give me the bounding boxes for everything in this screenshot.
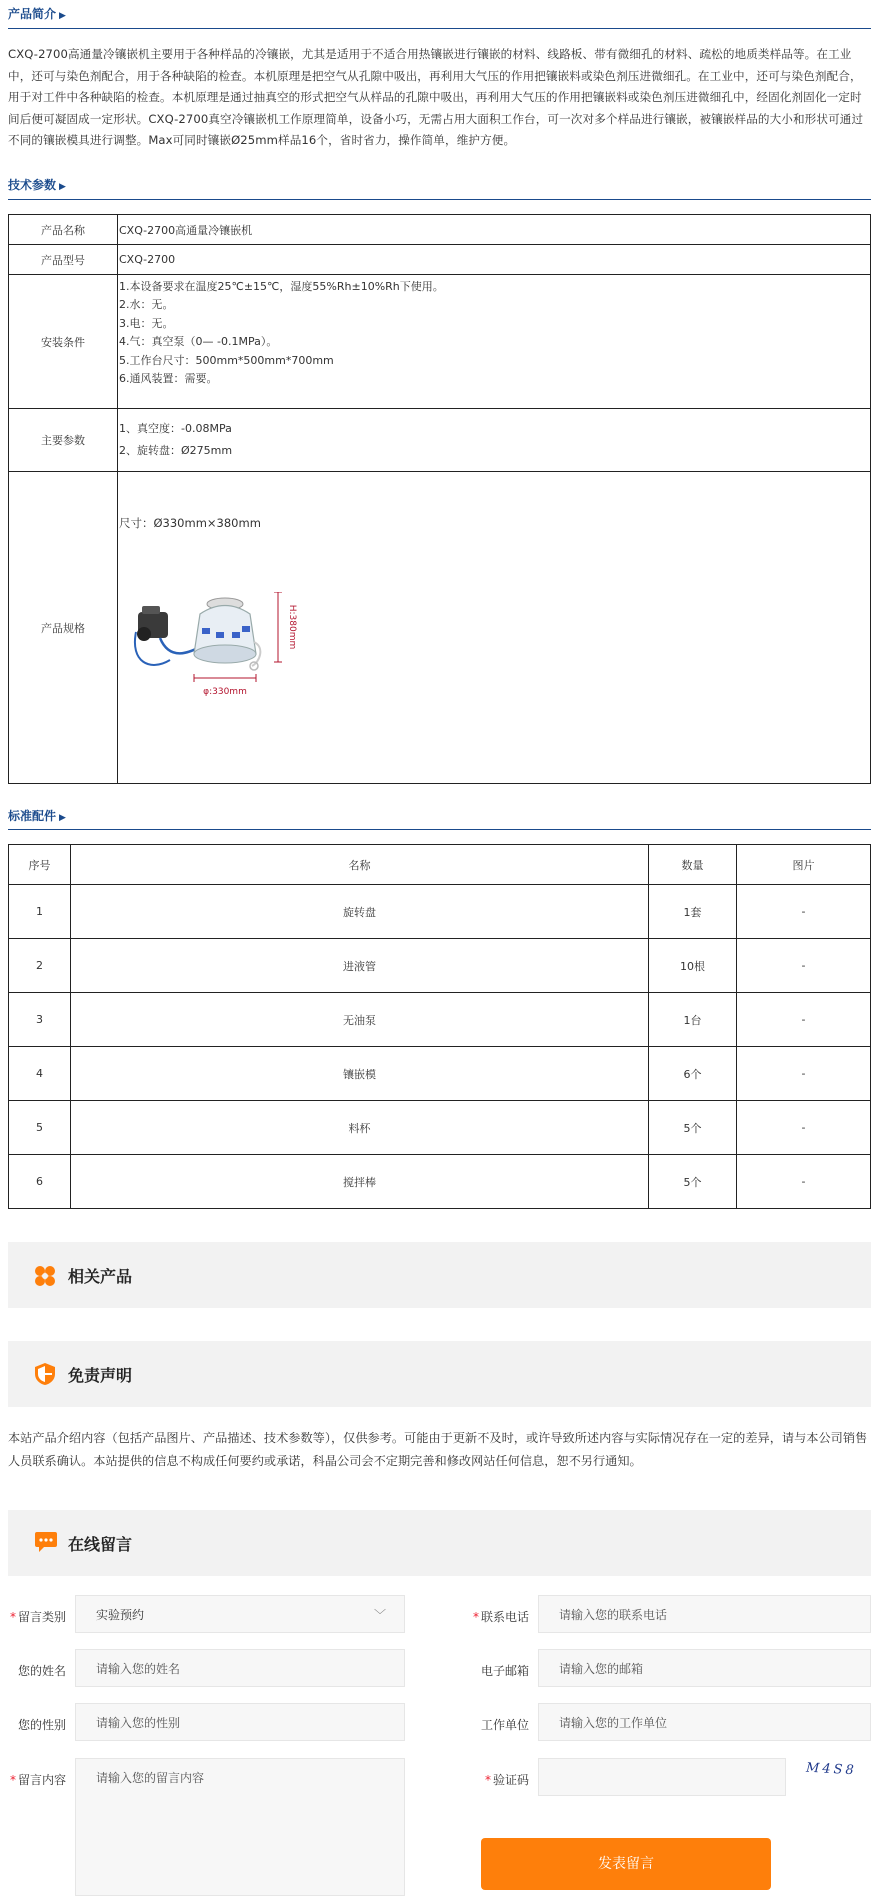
col-header: 序号 [9, 845, 71, 885]
cell-no: 3 [9, 993, 71, 1047]
cell-name: 镶嵌模 [71, 1047, 649, 1101]
name-label: 您的姓名 [17, 1664, 66, 1678]
col-header: 名称 [71, 845, 649, 885]
tech-section-title: 技术参数 ▶ [8, 178, 66, 192]
height-dimension-label: H:380mm [287, 604, 297, 650]
spec-value: CXQ-2700 [118, 245, 871, 275]
spec-row-size [9, 472, 871, 784]
chat-bubble-icon [34, 1531, 58, 1553]
email-input[interactable]: 请输入您的邮箱 [538, 1649, 871, 1687]
gender-input[interactable]: 请输入您的性别 [75, 1703, 405, 1741]
intro-text: CXQ-2700高通量冷镶嵌机主要用于各种样品的冷镶嵌，尤其是适用于不适合用热镶嵌进行镶嵌的材料、线路板、带有微细孔的材料、疏松的地质类样品等。在工业中，还可与染色剂配合，用于各种缺陷的检查。本机原理是把空气从孔隙中吸出，再利用大气压的作用把镶嵌料或染色剂压进微细孔。在工业中，还可与染色剂配合，用于对工件中各种缺陷的检查。本机原理是通过抽真空的形式把空气从样品的孔隙中吸出，再利用大气压的作用把镶嵌料或染色剂压进微细孔中，经固化剂固化一定时间后便可凝固成一定形状。CXQ-2700真空冷镶嵌机工作原理简单，设备小巧，无需占用大面积工作台，可一次对多个样品进行镶嵌，被镶嵌样品的大小和形状可通过不同的镶嵌模具进行调整。Max可同时镶嵌Ø25mm样品16个，省时省力，操作简单，维护方便。 [8, 47, 864, 147]
width-dimension-label: φ:330mm [203, 687, 247, 697]
cell-qty: 6个 [649, 1047, 737, 1101]
type-select[interactable]: 实验预约 ﹀ [75, 1595, 405, 1633]
disclaimer-text: 本站产品介绍内容（包括产品图片、产品描述、技术参数等），仅供参考。可能由于更新不及时，或许导致所述内容与实际情况存在一定的差异，请与本公司销售人员联系确认。本站提供的信息不构成任何要约或承诺，科晶公司会不定期完善和修改网站任何信息，恕不另行通知。 [8, 1431, 868, 1468]
captcha-image[interactable]: M4S8 [805, 1760, 858, 1779]
cell-pic: - [737, 939, 871, 993]
cell-pic: - [737, 1101, 871, 1155]
content-label: * 留言内容 [9, 1773, 66, 1787]
cell-no: 6 [9, 1155, 71, 1209]
col-header: 图片 [737, 845, 871, 885]
company-label: 工作单位 [480, 1718, 529, 1732]
cell-name: 旋转盘 [71, 885, 649, 939]
install-line: 4.气：真空泵（0— -0.1MPa）。 [119, 335, 278, 349]
cell-pic: - [737, 1047, 871, 1101]
cell-pic: - [737, 1155, 871, 1209]
table-row [9, 993, 871, 1047]
spec-table [8, 214, 871, 784]
cell-no: 5 [9, 1101, 71, 1155]
spec-key: 安装条件 [9, 275, 118, 409]
cell-pic: - [737, 885, 871, 939]
table-row [9, 1155, 871, 1209]
intro-divider [8, 28, 871, 29]
cell-pic: - [737, 993, 871, 1047]
cell-qty: 5个 [649, 1155, 737, 1209]
message-title: 在线留言 [68, 1535, 133, 1554]
main-param-line: 1、真空度：-0.08MPa [119, 422, 232, 435]
spec-key: 产品规格 [9, 472, 118, 784]
message-header [8, 1510, 871, 1576]
cell-qty: 1套 [649, 885, 737, 939]
cell-name: 搅拌棒 [71, 1155, 649, 1209]
table-row [9, 1101, 871, 1155]
related-products-header [8, 1242, 871, 1308]
intro-section-title: 产品简介 ▶ [8, 7, 66, 21]
accessories-table [8, 844, 871, 1209]
email-label: 电子邮箱 [480, 1664, 529, 1678]
spec-key: 产品名称 [9, 215, 118, 245]
spec-key: 主要参数 [9, 409, 118, 472]
spec-row-main [9, 409, 871, 472]
cell-no: 4 [9, 1047, 71, 1101]
cell-qty: 1台 [649, 993, 737, 1047]
install-line: 6.通风装置：需要。 [119, 372, 218, 386]
install-line: 5.工作台尺寸：500mm*500mm*700mm [119, 353, 334, 367]
grid-icon [34, 1265, 56, 1287]
related-products-title: 相关产品 [68, 1267, 133, 1286]
captcha-label: * 验证码 [484, 1773, 529, 1787]
captcha-input[interactable] [538, 1758, 786, 1796]
cell-no: 2 [9, 939, 71, 993]
col-header: 数量 [649, 845, 737, 885]
spec-key: 产品型号 [9, 245, 118, 275]
spec-value [118, 472, 871, 784]
spec-row-name [9, 215, 871, 245]
cell-name: 进液管 [71, 939, 649, 993]
table-row [9, 939, 871, 993]
name-input[interactable]: 请输入您的姓名 [75, 1649, 405, 1687]
install-line: 2.水：无。 [119, 298, 174, 312]
company-input[interactable]: 请输入您的工作单位 [538, 1703, 871, 1741]
spec-value [118, 409, 871, 472]
cell-name: 无油泵 [71, 993, 649, 1047]
cell-name: 料杯 [71, 1101, 649, 1155]
spec-row-model [9, 245, 871, 275]
disclaimer-header [8, 1341, 871, 1407]
table-row [9, 1047, 871, 1101]
accessories-divider [8, 829, 871, 830]
phone-label: * 联系电话 [472, 1610, 529, 1624]
disclaimer-title: 免责声明 [68, 1366, 133, 1385]
phone-input[interactable]: 请输入您的联系电话 [538, 1595, 871, 1633]
main-param-line: 2、旋转盘：Ø275mm [119, 444, 233, 457]
spec-value: CXQ-2700高通量冷镶嵌机 [118, 215, 871, 245]
tech-divider [8, 199, 871, 200]
spec-value [118, 275, 871, 409]
gender-label: 您的性别 [17, 1718, 66, 1732]
cell-qty: 10根 [649, 939, 737, 993]
install-line: 1.本设备要求在温度25℃±15℃，湿度55%Rh±10%Rh下使用。 [119, 280, 444, 293]
content-textarea[interactable]: 请输入您的留言内容 [75, 1758, 405, 1896]
chevron-down-icon: ﹀ [373, 1608, 386, 1622]
submit-button[interactable]: 发表留言 [481, 1838, 771, 1890]
spec-size-text: 尺寸：Ø330mm×380mm [119, 516, 261, 530]
cell-qty: 5个 [649, 1101, 737, 1155]
shield-icon [34, 1362, 56, 1386]
accessories-section-title: 标准配件 ▶ [8, 809, 66, 823]
product-image [130, 592, 310, 712]
table-row [9, 885, 871, 939]
accessories-header-row [9, 845, 871, 885]
type-label: * 留言类别 [9, 1610, 66, 1624]
cell-no: 1 [9, 885, 71, 939]
install-line: 3.电：无。 [119, 316, 174, 330]
spec-row-install [9, 275, 871, 409]
